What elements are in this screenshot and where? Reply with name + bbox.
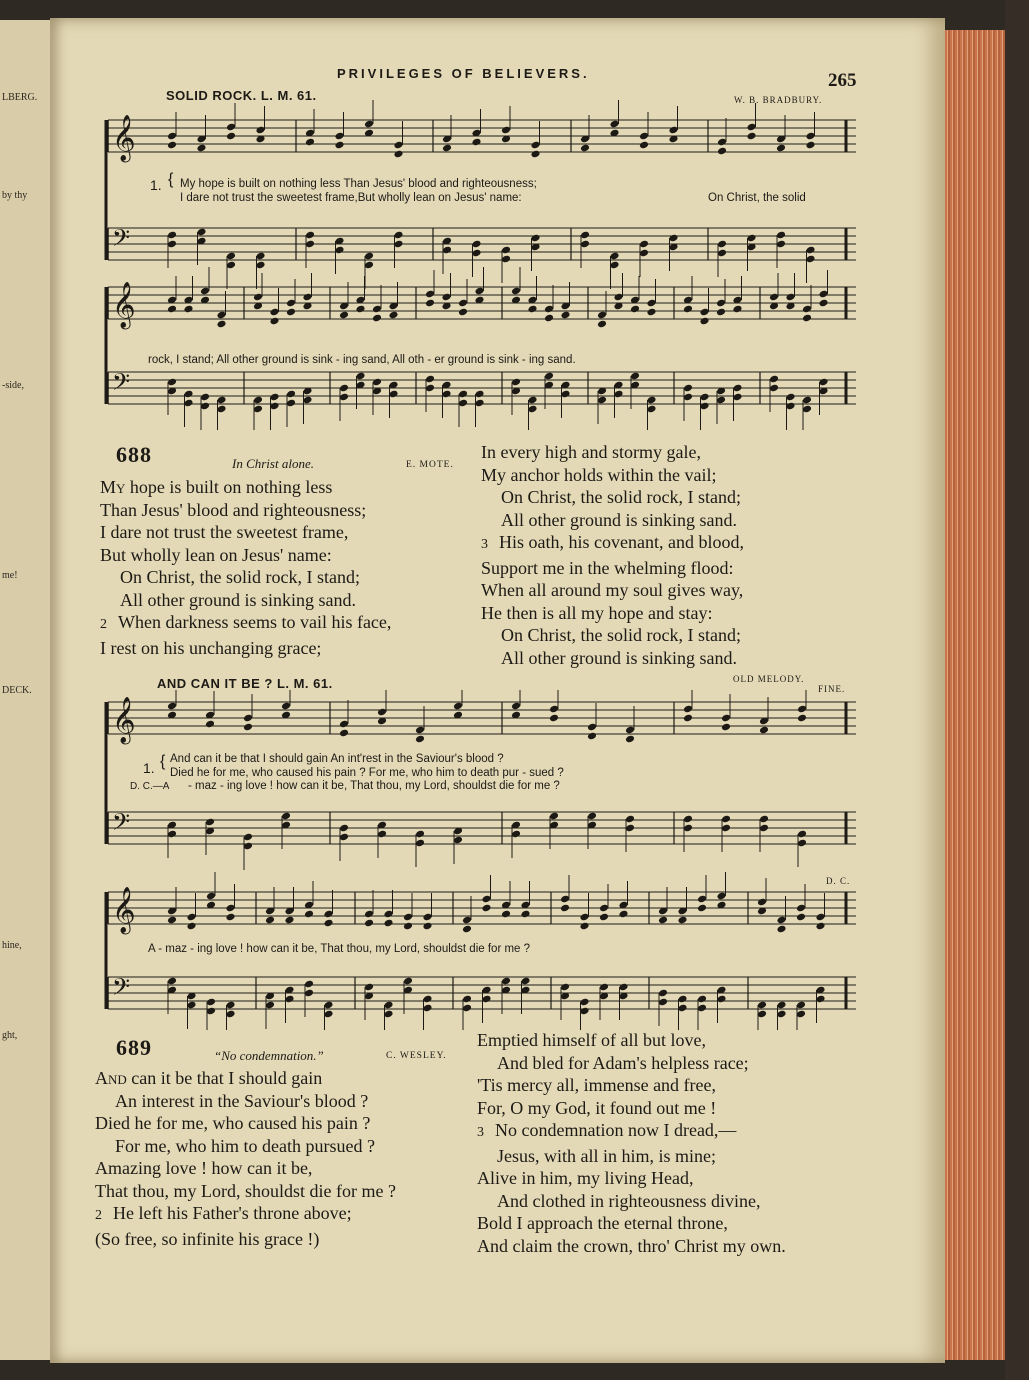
- verse-text: can it be that I should gain: [126, 1068, 323, 1088]
- note-head: [579, 922, 589, 931]
- verse-text: He left his Father's throne above;: [113, 1203, 352, 1223]
- stanza-number: 3: [477, 1125, 484, 1140]
- dc-marking: D. C.: [826, 876, 851, 886]
- note-head: [699, 317, 709, 326]
- note-head: [683, 714, 693, 723]
- note-head: [587, 732, 597, 741]
- verse-line: [481, 579, 744, 602]
- verse-text: No condemnation now I dread,—: [495, 1120, 737, 1140]
- verse-text: Than Jesus' blood and righteousness;: [100, 499, 367, 520]
- note-head: [580, 144, 590, 153]
- verse-text: Support me in the whelming flood:: [481, 557, 734, 578]
- hymn-author: C. WESLEY.: [386, 1051, 447, 1061]
- verse-line: [481, 441, 744, 464]
- left-page-fragment: ght,: [2, 1030, 18, 1041]
- note-head: [167, 305, 177, 314]
- verse-lead-word: My: [100, 477, 126, 497]
- verse-text: That thou, my Lord, shouldst die for me ?: [95, 1180, 396, 1201]
- left-page-fragment: me!: [2, 570, 18, 581]
- page-number: 265: [828, 70, 857, 91]
- note-head: [520, 910, 530, 919]
- note-head: [243, 723, 253, 732]
- hymn-subtitle: In Christ alone.: [232, 456, 314, 471]
- note-head: [339, 311, 349, 320]
- bass-clef-icon: 𝄢: [112, 973, 131, 1006]
- verse-line: [95, 1112, 396, 1135]
- treble-clef-icon: 𝄞: [112, 115, 136, 161]
- left-page-fragment: DECK.: [2, 685, 32, 696]
- staff: [108, 224, 856, 289]
- verse-line: [100, 611, 391, 637]
- note-head: [805, 141, 815, 150]
- note-head: [226, 132, 236, 141]
- note-head: [304, 910, 314, 919]
- verse-lead-word: And: [95, 1068, 127, 1088]
- verse-line: [95, 1228, 396, 1251]
- lyric-line: And can it be that I should gain An int'rest in the Saviour's blood ?: [170, 753, 504, 765]
- running-head: PRIVILEGES OF BELIEVERS.: [337, 66, 590, 81]
- note-head: [305, 138, 315, 147]
- note-head: [597, 320, 607, 329]
- verse-line: [100, 521, 391, 544]
- verse-text: On Christ, the solid rock, I stand;: [120, 567, 360, 587]
- lyric-line: rock, I stand; All other ground is sink - ing sand, All oth - er ground is sink - ing sand.: [148, 354, 576, 366]
- verse-line: [481, 486, 744, 509]
- note-head: [372, 314, 382, 323]
- treble-clef-icon: 𝄞: [112, 887, 136, 933]
- verse-column-left: [100, 476, 391, 659]
- verse-text: Jesus, with all in him, is mine;: [497, 1145, 716, 1166]
- verse-line: [95, 1202, 396, 1228]
- verse-text: On Christ, the solid rock, I stand;: [501, 487, 741, 507]
- lyric-line: Died he for me, who caused his pain ? For me, who him to death pur - sued ?: [170, 767, 564, 779]
- verse-text: My anchor holds within the vail;: [481, 464, 717, 485]
- note-head: [658, 916, 668, 925]
- verse-line: [477, 1097, 786, 1120]
- note-head: [759, 726, 769, 735]
- note-head: [560, 904, 570, 913]
- verse-line: [100, 499, 391, 522]
- note-head: [677, 916, 687, 925]
- verse-text: He then is all my hope and stay:: [481, 602, 713, 623]
- verse-line: [95, 1180, 396, 1203]
- note-head: [732, 305, 742, 314]
- verse-text: For, O my God, it found out me !: [477, 1097, 717, 1118]
- note-head: [269, 317, 279, 326]
- note-head: [167, 141, 177, 150]
- staff: [108, 973, 856, 1030]
- verse-text: In every high and stormy gale,: [481, 442, 701, 462]
- verse-line: [481, 624, 744, 647]
- note-head: [618, 910, 628, 919]
- note-head: [530, 150, 540, 159]
- music-staff-system-2: [100, 690, 870, 1030]
- note-head: [549, 714, 559, 723]
- note-head: [334, 141, 344, 150]
- tune-composer: OLD MELODY.: [733, 674, 805, 684]
- left-page-edge: [0, 20, 52, 1360]
- verse-text: All other ground is sinking sand.: [120, 589, 356, 610]
- verse-text: Amazing love ! how can it be,: [95, 1158, 313, 1178]
- note-head: [697, 904, 707, 913]
- note-head: [818, 299, 828, 308]
- verse-text: I rest on his unchanging grace;: [100, 637, 322, 658]
- stanza-number: 2: [95, 1208, 102, 1223]
- left-page-fragment: LBERG.: [2, 92, 38, 103]
- lyric-line: On Christ, the solid: [708, 192, 806, 204]
- note-head: [167, 916, 177, 925]
- note-head: [544, 314, 554, 323]
- note-head: [186, 922, 196, 931]
- verse-line: [481, 557, 744, 580]
- brace: {: [168, 171, 174, 188]
- verse-text: An interest in the Saviour's blood ?: [115, 1090, 369, 1111]
- verse-line: [100, 589, 391, 612]
- note-head: [527, 305, 537, 314]
- note-head: [625, 735, 635, 744]
- fine-marking: FINE.: [818, 684, 846, 694]
- left-page-fragment: by thy: [2, 190, 28, 201]
- verse-line: [477, 1212, 786, 1235]
- verse-text: Bold I approach the eternal throne,: [477, 1213, 728, 1233]
- note-head: [716, 308, 726, 317]
- note-head: [746, 132, 756, 141]
- verse-line: [477, 1235, 786, 1258]
- music-staff-system-1: [100, 100, 870, 430]
- verse-number: 1.: [143, 760, 155, 776]
- note-head: [599, 913, 609, 922]
- note-head: [415, 735, 425, 744]
- verse-text: And bled for Adam's helpless race;: [497, 1052, 749, 1073]
- staff: [108, 872, 856, 935]
- verse-text: When darkness seems to vail his face,: [118, 612, 392, 632]
- note-head: [205, 720, 215, 729]
- note-head: [796, 913, 806, 922]
- verse-text: For me, who him to death pursued ?: [115, 1135, 375, 1156]
- treble-clef-icon: 𝄞: [112, 697, 136, 743]
- verse-column-left: [95, 1067, 396, 1250]
- lyric-line: A - maz - ing love ! how can it be, That thou, my Lord, shouldst die for me ?: [148, 943, 531, 955]
- note-head: [284, 916, 294, 925]
- verse-number: 1.: [150, 177, 162, 193]
- note-head: [471, 138, 481, 147]
- bass-clef-icon: 𝄢: [112, 224, 131, 257]
- verse-line: [100, 476, 391, 499]
- verse-text: 'Tis mercy all, immense and free,: [477, 1075, 717, 1095]
- note-head: [462, 925, 472, 934]
- verse-line: [477, 1167, 786, 1190]
- note-head: [364, 919, 374, 928]
- brace: {: [160, 753, 166, 770]
- note-head: [225, 913, 235, 922]
- staff: [108, 808, 856, 870]
- stanza-number: 3: [481, 537, 488, 552]
- note-head: [481, 904, 491, 913]
- verse-line: [477, 1190, 786, 1213]
- note-head: [388, 311, 398, 320]
- verse-text: And clothed in righteousness divine,: [497, 1190, 761, 1211]
- verse-text: But wholly lean on Jesus' name:: [100, 544, 332, 565]
- verse-line: [477, 1119, 786, 1145]
- verse-line: [481, 602, 744, 625]
- verse-line: [481, 531, 744, 557]
- staff: [108, 690, 856, 745]
- verse-text: hope is built on nothing less: [125, 477, 333, 497]
- note-head: [797, 714, 807, 723]
- verse-text: His oath, his covenant, and blood,: [499, 532, 744, 552]
- note-head: [393, 150, 403, 159]
- dc-prefix: D. C.—A: [130, 781, 170, 792]
- note-head: [802, 314, 812, 323]
- hymn-subtitle: “No condemnation.”: [214, 1048, 324, 1063]
- note-head: [458, 308, 468, 317]
- left-page-fragment: -side,: [2, 380, 24, 391]
- verse-column-right: [481, 441, 744, 669]
- verse-line: [95, 1157, 396, 1180]
- tune-title-solid-rock: SOLID ROCK. L. M. 61.: [166, 88, 317, 103]
- verse-text: Emptied himself of all but love,: [477, 1030, 706, 1050]
- verse-line: [481, 509, 744, 532]
- verse-line: [477, 1145, 786, 1168]
- book-cover: [1005, 0, 1029, 1380]
- verse-line: [481, 647, 744, 670]
- verse-text: Alive in him, my living Head,: [477, 1168, 694, 1188]
- verse-text: On Christ, the solid rock, I stand;: [501, 625, 741, 645]
- note-head: [425, 299, 435, 308]
- note-head: [265, 916, 275, 925]
- note-head: [183, 305, 193, 314]
- verse-line: [100, 544, 391, 567]
- hymn-number: 688: [116, 442, 152, 467]
- treble-clef-icon: 𝄞: [112, 282, 136, 328]
- verse-line: [477, 1074, 786, 1097]
- note-head: [630, 305, 640, 314]
- left-page-fragment: hine,: [2, 940, 22, 951]
- verse-text: (So free, so infinite his grace !): [95, 1228, 320, 1249]
- bass-clef-icon: 𝄢: [112, 808, 131, 841]
- verse-text: All other ground is sinking sand.: [501, 509, 737, 530]
- note-head: [776, 144, 786, 153]
- verse-line: [95, 1067, 396, 1090]
- staff: [108, 368, 856, 430]
- verse-line: [95, 1090, 396, 1113]
- verse-text: Died he for me, who caused his pain ?: [95, 1113, 371, 1133]
- note-head: [216, 320, 226, 329]
- verse-line: [100, 566, 391, 589]
- note-head: [422, 922, 432, 931]
- note-head: [323, 919, 333, 928]
- note-head: [721, 723, 731, 732]
- verse-line: [95, 1135, 396, 1158]
- verse-column-right: [477, 1029, 786, 1257]
- verse-line: [100, 637, 391, 660]
- lyric-line: I dare not trust the sweetest frame,But wholly lean on Jesus' name:: [180, 192, 522, 204]
- note-head: [560, 311, 570, 320]
- note-head: [442, 144, 452, 153]
- verse-line: [477, 1052, 786, 1075]
- verse-line: [481, 464, 744, 487]
- staff: [108, 100, 856, 163]
- note-head: [286, 308, 296, 317]
- note-head: [383, 919, 393, 928]
- note-head: [403, 922, 413, 931]
- verse-text: All other ground is sinking sand.: [501, 647, 737, 668]
- tune-composer: W. B. BRADBURY.: [734, 95, 823, 105]
- stanza-number: 2: [100, 617, 107, 632]
- verse-text: And claim the crown, thro' Christ my own.: [477, 1235, 786, 1256]
- hymn-author: E. MOTE.: [406, 460, 454, 470]
- bass-clef-icon: 𝄢: [112, 368, 131, 401]
- verse-text: When all around my soul gives way,: [481, 580, 744, 600]
- verse-line: [477, 1029, 786, 1052]
- note-head: [683, 305, 693, 314]
- lyric-line: - maz - ing love ! how can it be, That thou, my Lord, shouldst die for me ?: [188, 780, 560, 792]
- note-head: [776, 925, 786, 934]
- page-edges: [945, 30, 1005, 1360]
- verse-text: I dare not trust the sweetest frame,: [100, 522, 349, 542]
- note-head: [339, 729, 349, 738]
- note-head: [646, 308, 656, 317]
- note-head: [815, 922, 825, 931]
- note-head: [355, 305, 365, 314]
- note-head: [501, 910, 511, 919]
- staff: [108, 267, 856, 330]
- hymn-number: 689: [116, 1035, 152, 1060]
- tune-title-and-can-it-be: AND CAN IT BE ? L. M. 61.: [157, 676, 333, 691]
- note-head: [639, 141, 649, 150]
- note-head: [196, 144, 206, 153]
- lyric-line: My hope is built on nothing less Than Jesus' blood and righteousness;: [180, 178, 537, 190]
- note-head: [717, 147, 727, 156]
